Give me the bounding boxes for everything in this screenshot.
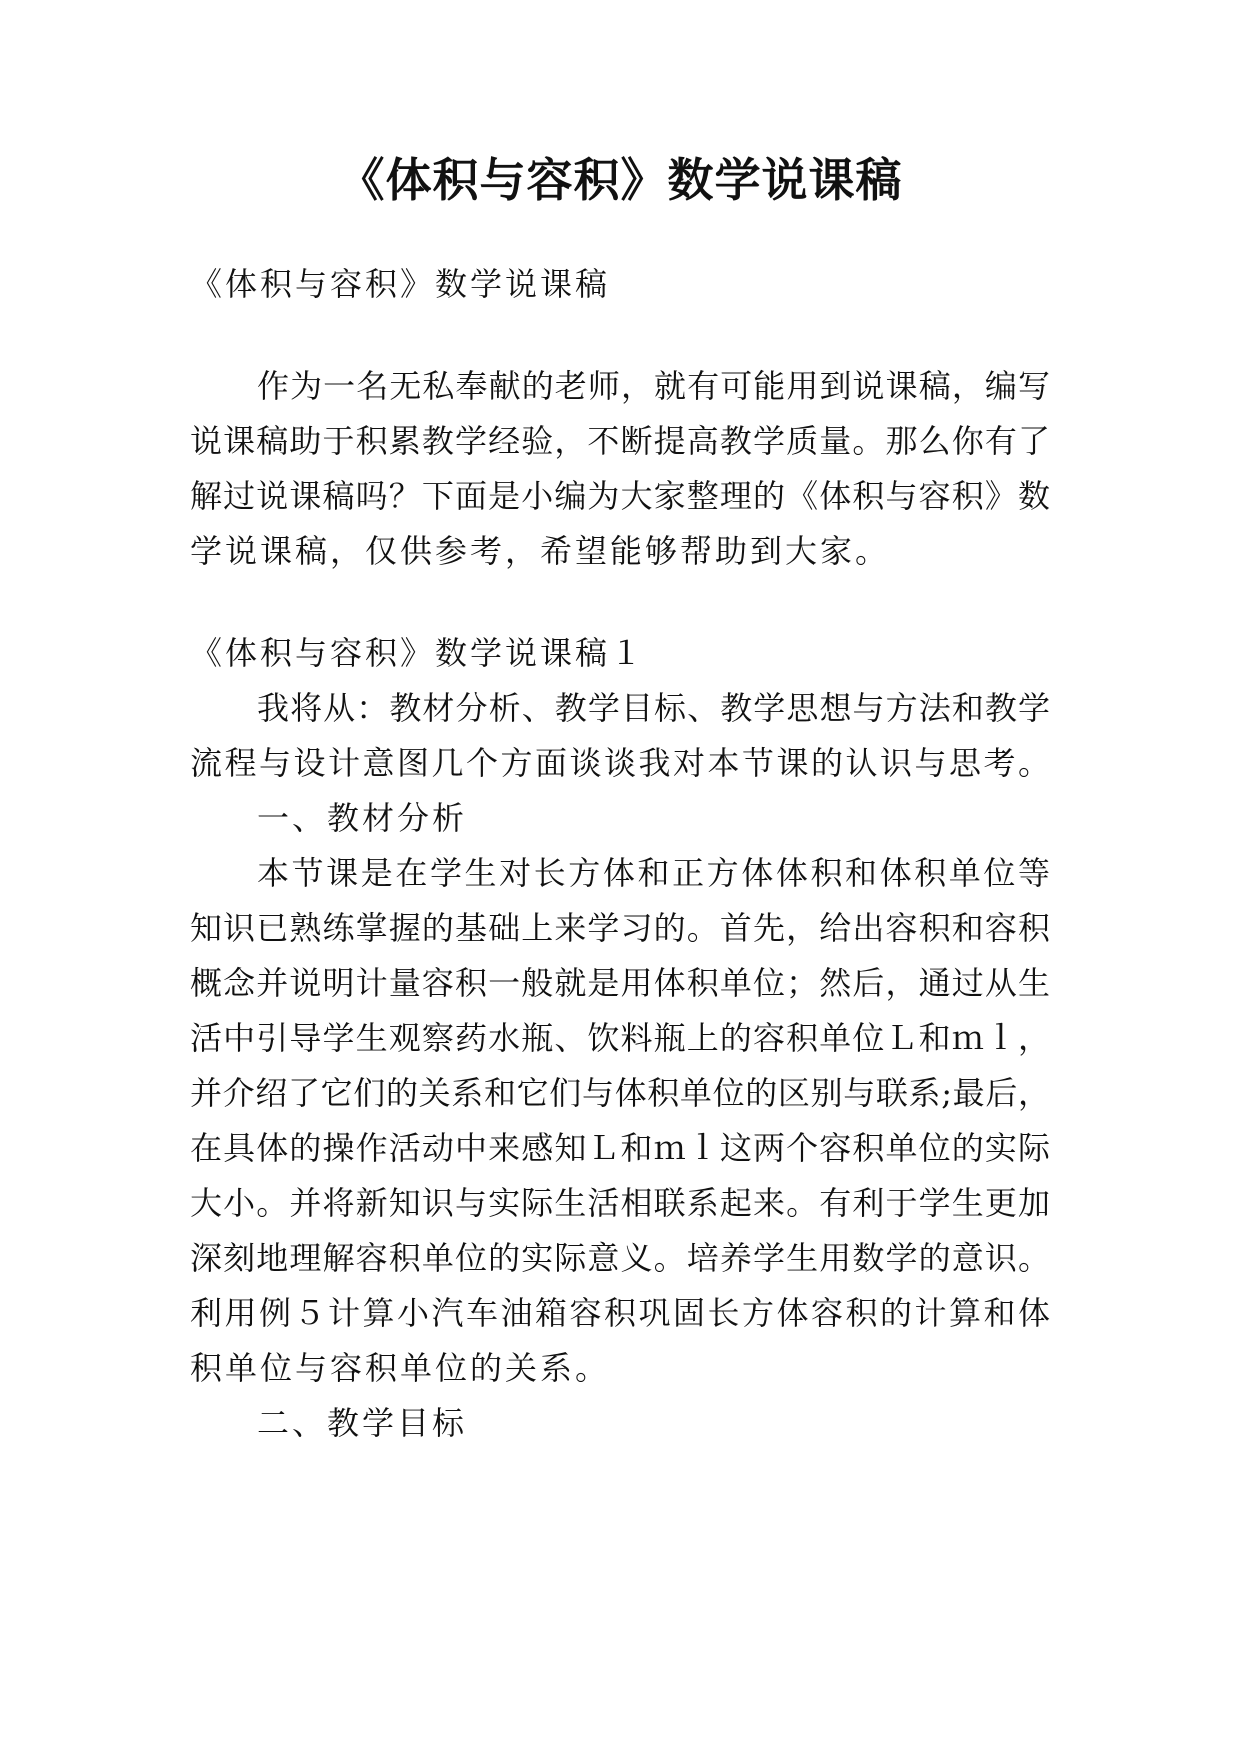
heading-textbook-analysis: 一、教材分析 [257,799,468,837]
intro-line-4: 学说课稿，仅供参考，希望能够帮助到大家。 [190,532,891,570]
analysis-line-8: 深刻地理解容积单位的实际意义。培养学生用数学的意识。 [190,1239,1050,1277]
analysis-line-6: 在具体的操作活动中来感知Ｌ和ｍｌ这两个容积单位的实际 [190,1129,1050,1167]
analysis-line-2: 知识已熟练掌握的基础上来学习的。首先，给出容积和容积 [190,909,1050,947]
analysis-line-3: 概念并说明计量容积一般就是用体积单位；然后，通过从生 [190,964,1050,1002]
section-1-line-1: 我将从：教材分析、教学目标、教学思想与方法和教学 [257,689,1050,727]
section-1-title: 《体积与容积》数学说课稿１ [190,634,646,672]
document-title: 《体积与容积》数学说课稿 [338,153,903,207]
analysis-line-7: 大小。并将新知识与实际生活相联系起来。有利于学生更加 [190,1184,1050,1222]
intro-line-3: 解过说课稿吗？下面是小编为大家整理的《体积与容积》数 [190,477,1050,515]
analysis-line-5: 并介绍了它们的关系和它们与体积单位的区别与联系;最后， [190,1074,1050,1112]
analysis-line-1: 本节课是在学生对长方体和正方体体积和体积单位等 [257,854,1050,892]
intro-line-2: 说课稿助于积累教学经验，不断提高教学质量。那么你有了 [190,422,1050,460]
analysis-line-9: 利用例５计算小汽车油箱容积巩固长方体容积的计算和体 [190,1294,1050,1332]
analysis-line-10: 积单位与容积单位的关系。 [190,1349,611,1387]
intro-line-1: 作为一名无私奉献的老师，就有可能用到说课稿，编写 [257,367,1050,405]
section-1-line-2: 流程与设计意图几个方面谈谈我对本节课的认识与思考。 [190,744,1050,782]
heading-teaching-goals: 二、教学目标 [257,1404,468,1442]
document-subtitle: 《体积与容积》数学说课稿 [190,265,611,303]
analysis-line-4: 活中引导学生观察药水瓶、饮料瓶上的容积单位Ｌ和ｍｌ， [190,1019,1050,1057]
